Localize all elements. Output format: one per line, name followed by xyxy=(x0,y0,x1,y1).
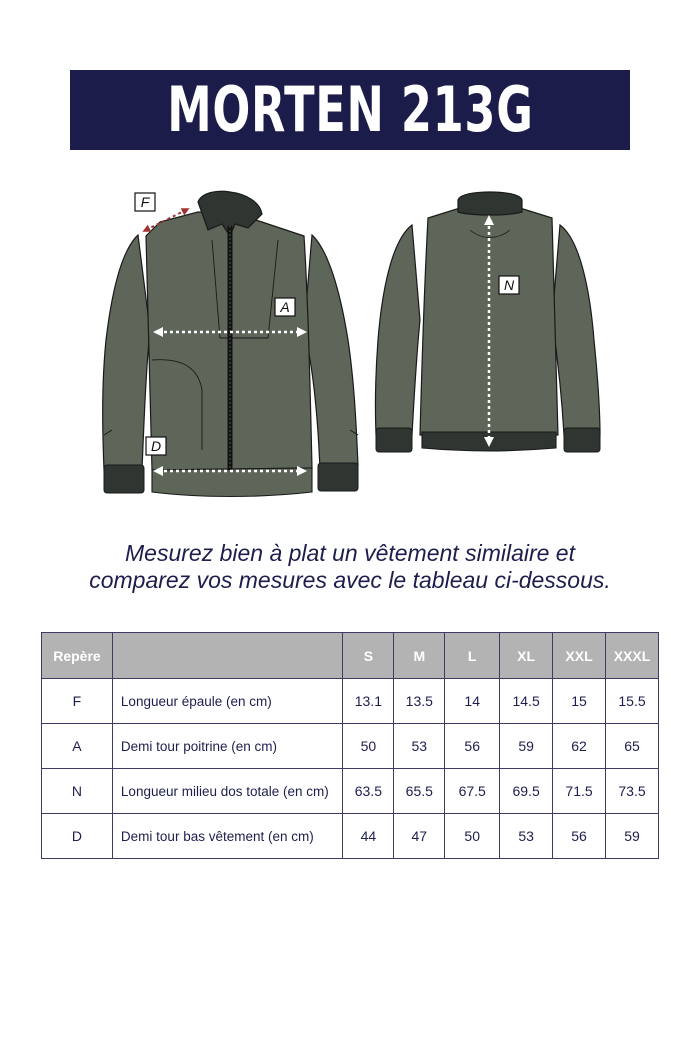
jacket-illustration xyxy=(90,180,620,510)
row-label: Demi tour bas vêtement (en cm) xyxy=(112,814,342,859)
back-collar xyxy=(458,192,522,215)
header-size-xxl: XXL xyxy=(553,633,606,679)
table-header-row xyxy=(42,633,659,679)
front-hem xyxy=(152,468,312,497)
cell-value: 50 xyxy=(445,814,500,859)
svg-text:A: A xyxy=(280,299,290,315)
header-size-xxxl: XXXL xyxy=(606,633,659,679)
cell-value: 63.5 xyxy=(343,769,394,814)
marker-f xyxy=(135,193,155,211)
marker-a xyxy=(275,298,295,316)
header-label xyxy=(112,633,342,679)
cell-value: 59 xyxy=(500,724,553,769)
front-jacket xyxy=(103,191,358,496)
back-right-sleeve xyxy=(552,225,600,435)
back-left-sleeve xyxy=(375,225,420,435)
header-repere: Repère xyxy=(42,633,113,679)
cell-value: 69.5 xyxy=(500,769,553,814)
cell-value: 44 xyxy=(343,814,394,859)
cell-value: 15.5 xyxy=(606,679,659,724)
instructions-line-2: comparez vos mesures avec le tableau ci-dessous. xyxy=(89,567,611,593)
size-chart-table xyxy=(41,632,659,859)
svg-text:F: F xyxy=(140,194,150,210)
row-repere: A xyxy=(42,724,113,769)
header-size-xl: XL xyxy=(500,633,553,679)
cell-value: 13.1 xyxy=(343,679,394,724)
front-left-sleeve xyxy=(103,235,150,470)
table-row xyxy=(42,724,659,769)
row-repere: N xyxy=(42,769,113,814)
cell-value: 53 xyxy=(500,814,553,859)
header-size-l: L xyxy=(445,633,500,679)
cell-value: 13.5 xyxy=(394,679,445,724)
title-banner xyxy=(70,70,630,150)
cell-value: 67.5 xyxy=(445,769,500,814)
header-size-s: S xyxy=(343,633,394,679)
row-repere: F xyxy=(42,679,113,724)
row-label: Demi tour poitrine (en cm) xyxy=(112,724,342,769)
cell-value: 47 xyxy=(394,814,445,859)
marker-d xyxy=(146,437,166,455)
cell-value: 14.5 xyxy=(500,679,553,724)
cell-value: 56 xyxy=(445,724,500,769)
svg-text:N: N xyxy=(503,277,515,293)
cell-value: 14 xyxy=(445,679,500,724)
cell-value: 71.5 xyxy=(553,769,606,814)
back-jacket xyxy=(375,192,600,452)
cell-value: 15 xyxy=(553,679,606,724)
cell-value: 59 xyxy=(606,814,659,859)
cell-value: 53 xyxy=(394,724,445,769)
row-repere: D xyxy=(42,814,113,859)
measuring-instructions xyxy=(40,540,660,594)
cell-value: 62 xyxy=(553,724,606,769)
svg-text:D: D xyxy=(150,438,162,454)
cell-value: 73.5 xyxy=(606,769,659,814)
back-right-cuff xyxy=(564,428,600,452)
row-label: Longueur épaule (en cm) xyxy=(112,679,342,724)
cell-value: 65 xyxy=(606,724,659,769)
back-left-cuff xyxy=(376,428,412,452)
cell-value: 50 xyxy=(343,724,394,769)
row-label: Longueur milieu dos totale (en cm) xyxy=(112,769,342,814)
header-size-m: M xyxy=(394,633,445,679)
front-left-cuff xyxy=(104,465,144,493)
cell-value: 56 xyxy=(553,814,606,859)
table-row xyxy=(42,679,659,724)
page-title: MORTEN 213G xyxy=(166,73,534,146)
table-row xyxy=(42,814,659,859)
front-right-sleeve xyxy=(304,235,358,470)
cell-value: 65.5 xyxy=(394,769,445,814)
table-row xyxy=(42,769,659,814)
back-hem xyxy=(422,432,556,451)
front-right-cuff xyxy=(318,463,358,491)
marker-n xyxy=(499,276,519,294)
instructions-line-1: Mesurez bien à plat un vêtement similaire et xyxy=(125,540,575,566)
